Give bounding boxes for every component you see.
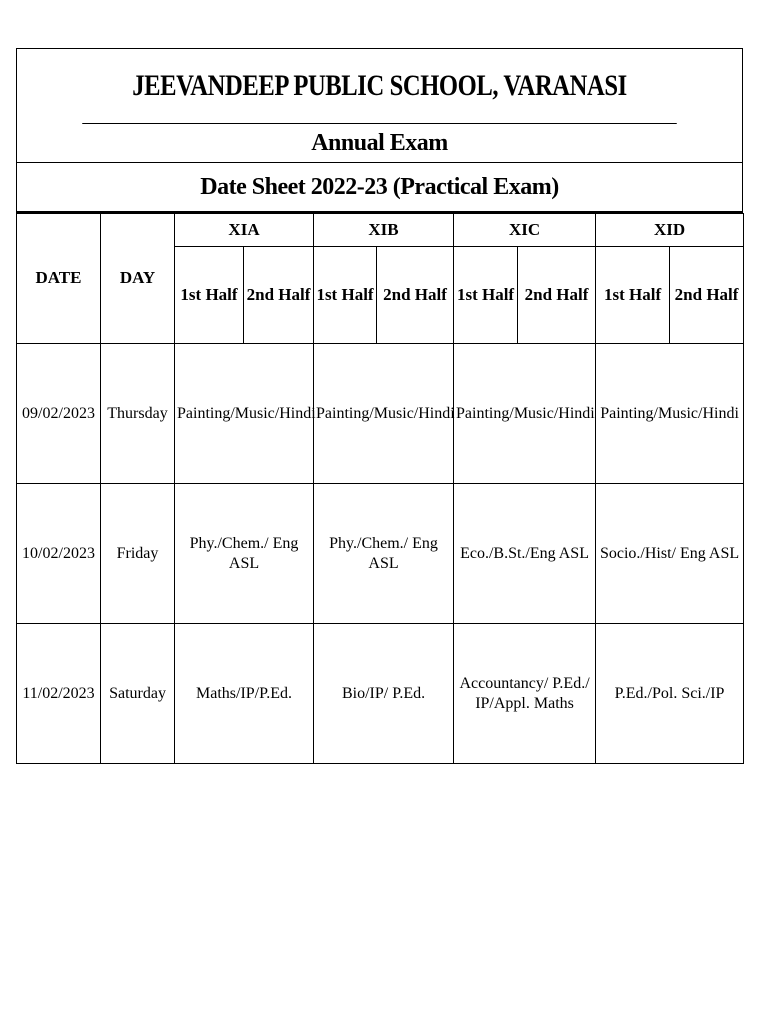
xia-second-half-header: 2nd Half [244, 247, 314, 344]
class-header-xid: XID [596, 214, 744, 247]
date-column-header: DATE [17, 214, 101, 344]
table-row [17, 344, 744, 484]
class-header-xia: XIA [175, 214, 314, 247]
date-cell: 10/02/2023 [17, 484, 101, 624]
subject-cell-xid: Socio./Hist/ Eng ASL [596, 484, 744, 624]
xid-second-half-header: 2nd Half [670, 247, 744, 344]
xib-second-half-header: 2nd Half [377, 247, 454, 344]
xic-second-half-header: 2nd Half [518, 247, 596, 344]
subject-cell-xic: Accountancy/ P.Ed./ IP/Appl. Maths [454, 624, 596, 764]
xib-first-half-header: 1st Half [314, 247, 377, 344]
day-cell: Saturday [101, 624, 175, 764]
subject-cell-xid: Painting/Music/Hindi [596, 344, 744, 484]
subject-cell-xia: Painting/Music/Hindi [175, 344, 314, 484]
xia-first-half-header: 1st Half [175, 247, 244, 344]
xid-first-half-header: 1st Half [596, 247, 670, 344]
class-header-xib: XIB [314, 214, 454, 247]
subject-cell-xid: P.Ed./Pol. Sci./IP [596, 624, 744, 764]
schedule-table [16, 213, 744, 764]
subject-cell-xic: Painting/Music/Hindi [454, 344, 596, 484]
subject-cell-xia: Maths/IP/P.Ed. [175, 624, 314, 764]
day-column-header: DAY [101, 214, 175, 344]
sheet-title: Date Sheet 2022-23 (Practical Exam) [17, 163, 742, 213]
date-cell: 11/02/2023 [17, 624, 101, 764]
table-row [17, 624, 744, 764]
day-cell: Thursday [101, 344, 175, 484]
title-block [16, 48, 743, 213]
xic-first-half-header: 1st Half [454, 247, 518, 344]
subject-cell-xib: Bio/IP/ P.Ed. [314, 624, 454, 764]
table-row [17, 484, 744, 624]
class-header-xic: XIC [454, 214, 596, 247]
subject-cell-xib: Painting/Music/Hindi [314, 344, 454, 484]
day-cell: Friday [101, 484, 175, 624]
class-header-row [17, 214, 744, 247]
date-cell: 09/02/2023 [17, 344, 101, 484]
subject-cell-xic: Eco./B.St./Eng ASL [454, 484, 596, 624]
subject-cell-xib: Phy./Chem./ Eng ASL [314, 484, 454, 624]
school-name: JEEVANDEEP PUBLIC SCHOOL, VARANASI [82, 49, 677, 124]
subject-cell-xia: Phy./Chem./ Eng ASL [175, 484, 314, 624]
exam-name: Annual Exam [17, 124, 742, 163]
date-sheet [16, 48, 743, 764]
